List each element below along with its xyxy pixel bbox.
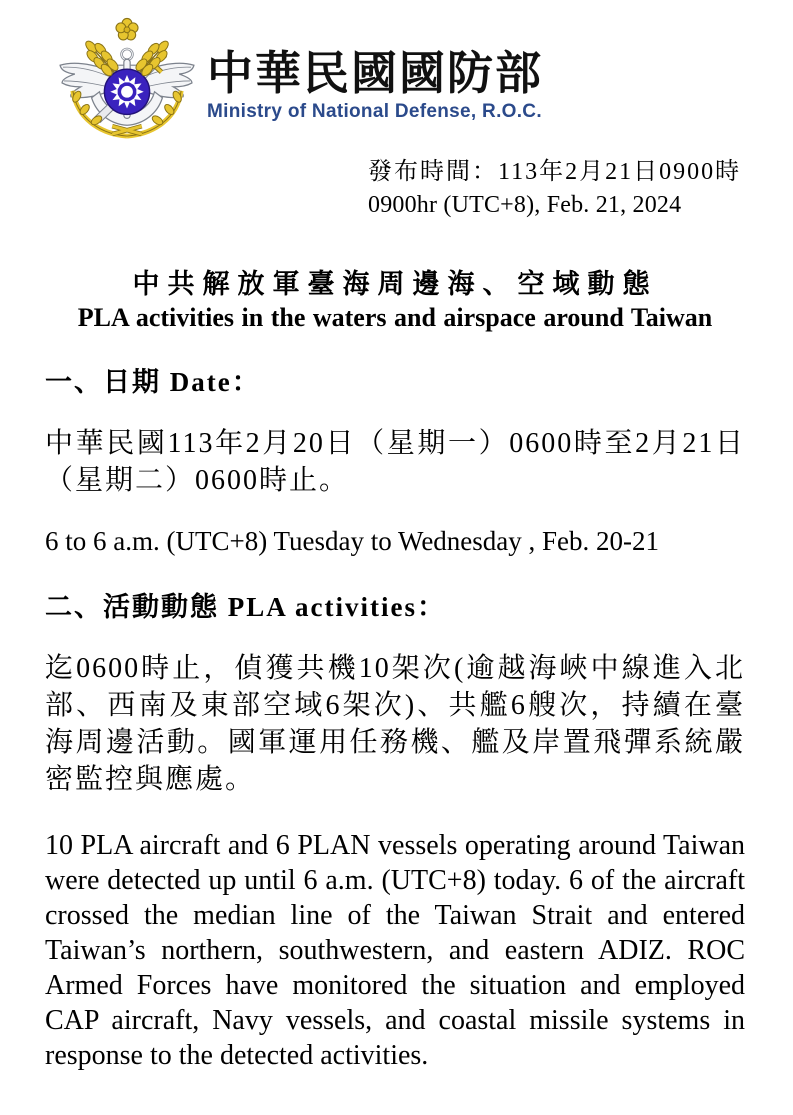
section-activities xyxy=(45,592,745,1073)
release-time-block xyxy=(368,156,745,222)
section-activities-body-zh: 迄0600時止，偵獲共機10架次(逾越海峽中線進入北部、西南及東部空域6架次)、共艦6艘次，持續在臺海周邊活動。國軍運用任務機、艦及岸置飛彈系統嚴密監控與應處。 xyxy=(45,653,745,795)
section-date-heading: 一、日期 Date： xyxy=(45,367,261,397)
section-date-body-zh: 中華民國113年2月20日（星期一）0600時至2月21日（星期二）0600時止。 xyxy=(45,428,745,496)
document-title-zh: 中共解放軍臺海周邊海、空域動態 xyxy=(132,269,658,299)
emblem-sun-disc-icon xyxy=(104,69,149,114)
document-title xyxy=(45,268,745,333)
release-time-zh: 發布時間：113年2月21日0900時 xyxy=(368,159,742,185)
document-title-en: PLA activities in the waters and airspace around Taiwan xyxy=(77,303,713,332)
section-date-body-en: 6 to 6 a.m. (UTC+8) Tuesday to Wednesday , Feb. 20-21 xyxy=(45,526,660,556)
org-name-en: Ministry of National Defense, R.O.C. xyxy=(207,101,542,122)
mnd-header xyxy=(53,16,745,140)
release-time-en: 0900hr (UTC+8), Feb. 21, 2024 xyxy=(368,192,682,218)
mnd-emblem-icon xyxy=(53,16,201,140)
section-date xyxy=(45,367,745,558)
section-activities-body-en: 10 PLA aircraft and 6 PLAN vessels operating around Taiwan were detected up until 6 a.m. (UTC+8) today. 6 of the aircraft crossed the median line of the Taiwan Strait and entered Taiwan’s northern, southwestern, and eastern ADIZ. ROC Armed Forces have monitored the situation and employed CAP aircraft, Navy vessels, and coastal missile systems in response to the detected activities. xyxy=(45,830,745,1071)
section-activities-heading: 二、活動動態 PLA activities： xyxy=(45,592,446,622)
emblem-plum-blossom-icon xyxy=(116,18,138,39)
org-names xyxy=(207,50,543,123)
org-name-zh: 中華民國國防部 xyxy=(207,48,543,99)
